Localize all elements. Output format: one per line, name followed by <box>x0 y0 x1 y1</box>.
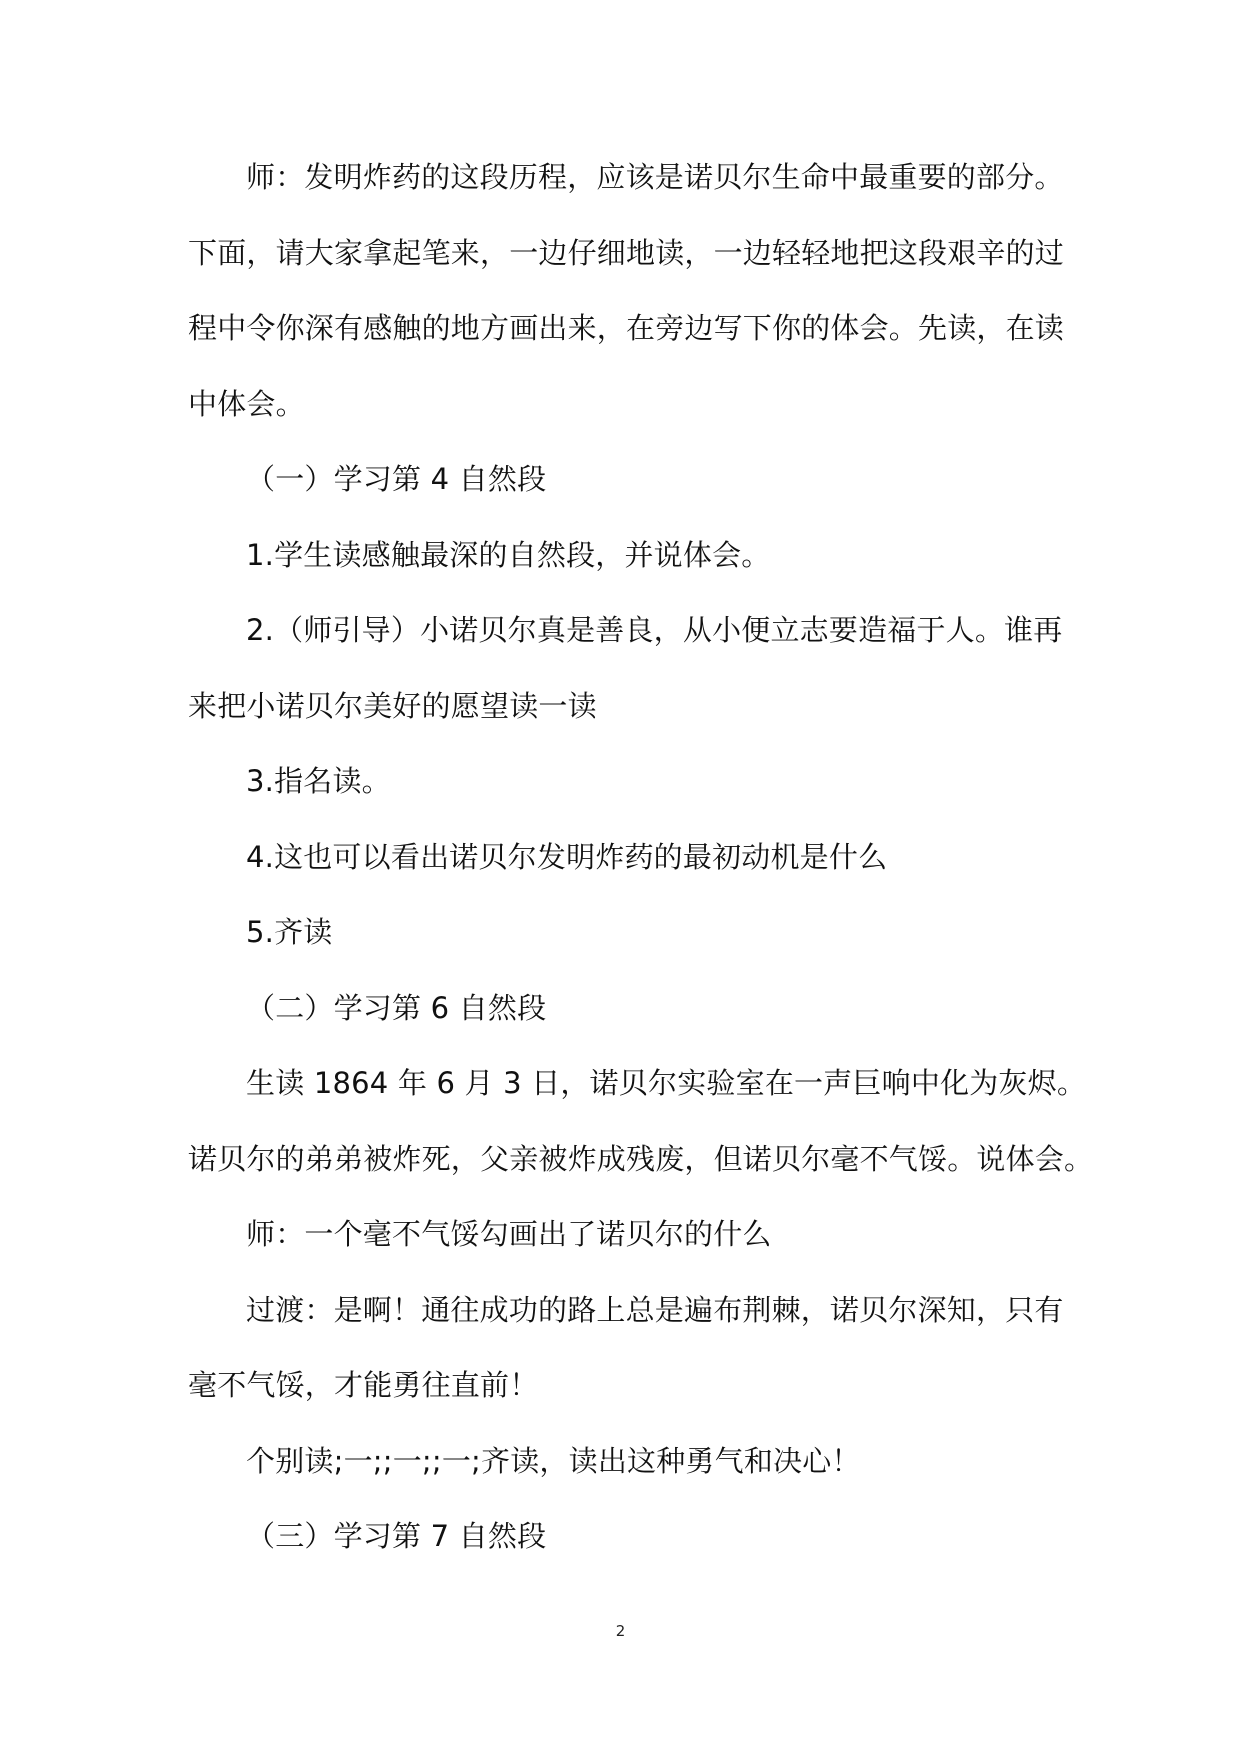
list-item: 5.齐读 <box>246 915 333 949</box>
section-heading: （一）学习第 4 自然段 <box>246 462 547 496</box>
section-heading: （三）学习第 7 自然段 <box>246 1519 547 1553</box>
paragraph-line: 程中令你深有感触的地方画出来，在旁边写下你的体会。先读，在读 <box>188 311 1065 345</box>
section-heading: （二）学习第 6 自然段 <box>246 990 547 1025</box>
paragraph-line: 过渡：是啊！通往成功的路上总是遍布荆棘，诺贝尔深知，只有 <box>246 1292 1064 1327</box>
list-item: 3.指名读。 <box>246 764 391 798</box>
paragraph-line: 中体会。 <box>188 386 305 421</box>
paragraph-line: 下面，请大家拿起笔来，一边仔细地读，一边轻轻地把这段艰辛的过 <box>188 235 1065 270</box>
paragraph-line: 师：发明炸药的这段历程，应该是诺贝尔生命中最重要的部分。 <box>246 160 1064 194</box>
list-item: 2.（师引导）小诺贝尔真是善良，从小便立志要造福于人。谁再 <box>246 613 1063 647</box>
document-body <box>188 140 1094 1575</box>
paragraph-line: 毫不气馁，才能勇往直前！ <box>188 1368 539 1402</box>
page-number: 2 <box>615 1622 626 1640</box>
paragraph-line: 生读 1864 年 6 月 3 日，诺贝尔实验室在一声巨响中化为灰烬。 <box>246 1066 1087 1100</box>
paragraph-line: 师：一个毫不气馁勾画出了诺贝尔的什么 <box>246 1217 772 1251</box>
paragraph-line: 诺贝尔的弟弟被炸死，父亲被炸成残废，但诺贝尔毫不气馁。说体会。 <box>188 1141 1094 1176</box>
paragraph-line: 来把小诺贝尔美好的愿望读一读 <box>188 688 597 723</box>
list-item: 4.这也可以看出诺贝尔发明炸药的最初动机是什么 <box>246 839 888 874</box>
paragraph-line: 个别读;一;;一;;一;齐读，读出这种勇气和决心！ <box>246 1443 861 1478</box>
list-item: 1.学生读感触最深的自然段，并说体会。 <box>246 537 771 572</box>
